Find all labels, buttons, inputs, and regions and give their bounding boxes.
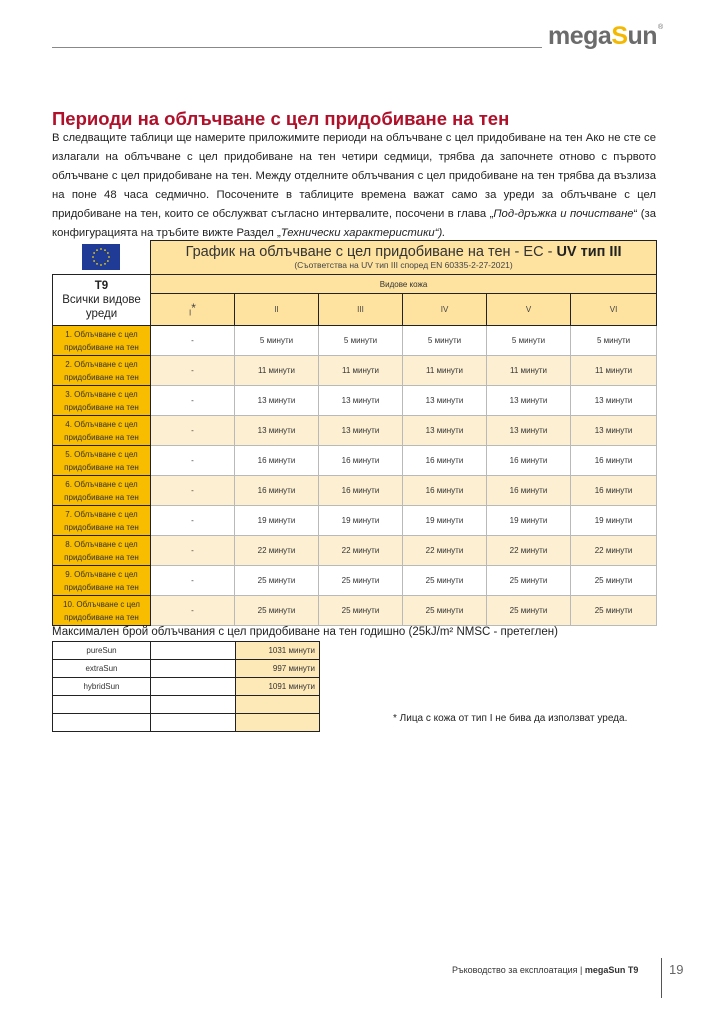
skin-type-header [151, 294, 235, 326]
schedule-title-cell [151, 241, 657, 275]
duration-cell: 19 минути [319, 506, 403, 536]
duration-cell: - [151, 476, 235, 506]
table-row [53, 506, 657, 536]
duration-cell: 16 минути [235, 476, 319, 506]
footnote: * Лица с кожа от тип I не бива да използват уреда. [393, 713, 628, 724]
duration-cell: 16 минути [319, 446, 403, 476]
model-name [53, 696, 151, 714]
tanning-schedule-table [52, 240, 657, 626]
duration-cell: 13 минути [235, 386, 319, 416]
duration-cell: 11 минути [487, 356, 571, 386]
skin-type-header: III [319, 294, 403, 326]
duration-cell: 13 минути [235, 416, 319, 446]
session-label: 2. Облъчване с цел придобиване на тен [53, 356, 151, 386]
duration-cell: - [151, 446, 235, 476]
duration-cell: 5 минути [571, 326, 657, 356]
max-minutes [236, 696, 320, 714]
duration-cell: 19 минути [487, 506, 571, 536]
session-label: 8. Облъчване с цел придобиване на тен [53, 536, 151, 566]
duration-cell: 16 минути [235, 446, 319, 476]
page-number: 19 [669, 962, 684, 977]
duration-cell: - [151, 326, 235, 356]
uv-type-label: UV тип III [556, 244, 622, 260]
footer-doc-title: Ръководство за експлоатация | [452, 965, 585, 975]
table-row [53, 356, 657, 386]
header-rule [52, 47, 542, 48]
table-row [53, 386, 657, 416]
session-label: 10. Облъчване с цел придобиване на тен [53, 596, 151, 626]
model-name: hybridSun [53, 678, 151, 696]
schedule-subtitle: (Съответства на UV тип III според EN 60335-2-27-2021) [294, 260, 513, 270]
duration-cell: 11 минути [403, 356, 487, 386]
device-label: T9 [94, 280, 109, 292]
device-sublabel: Всички видове уреди [62, 294, 141, 320]
skin-type-header: V [487, 294, 571, 326]
schedule-title-prefix: График на облъчване с цел придобиване на тен - ЕС - [185, 244, 557, 260]
model-name [53, 714, 151, 732]
duration-cell: 25 минути [235, 566, 319, 596]
duration-cell: 22 минути [319, 536, 403, 566]
duration-cell: 13 минути [487, 416, 571, 446]
empty-cell [151, 660, 236, 678]
duration-cell: 25 минути [571, 566, 657, 596]
duration-cell: 5 минути [403, 326, 487, 356]
registered-mark: ® [658, 24, 663, 31]
duration-cell: 16 минути [571, 446, 657, 476]
duration-cell: 25 минути [319, 596, 403, 626]
duration-cell: 25 минути [403, 596, 487, 626]
session-label: 4. Облъчване с цел придобиване на тен [53, 416, 151, 446]
duration-cell: 22 минути [403, 536, 487, 566]
table-row [53, 642, 320, 660]
duration-cell: - [151, 356, 235, 386]
session-label: 5. Облъчване с цел придобиване на тен [53, 446, 151, 476]
duration-cell: 16 минути [487, 446, 571, 476]
schedule-title [151, 244, 656, 260]
skin-type-header: IV [403, 294, 487, 326]
table-row [53, 476, 657, 506]
duration-cell: - [151, 416, 235, 446]
duration-cell: - [151, 536, 235, 566]
max-sessions-table [52, 641, 320, 732]
max-minutes: 1091 минути [236, 678, 320, 696]
duration-cell: 22 минути [571, 536, 657, 566]
logo-suffix: un [627, 22, 658, 50]
table-row [53, 696, 320, 714]
duration-cell: - [151, 566, 235, 596]
eu-flag-icon [82, 244, 120, 270]
duration-cell: 13 минути [319, 386, 403, 416]
table-row [53, 714, 320, 732]
duration-cell: 13 минути [571, 386, 657, 416]
duration-cell: 16 минути [571, 476, 657, 506]
page-title: Периоди на облъчване с цел придобиване на тен [52, 108, 510, 129]
footer-text [452, 965, 638, 975]
duration-cell: 22 минути [235, 536, 319, 566]
duration-cell: 5 минути [319, 326, 403, 356]
footer-divider [661, 958, 662, 998]
duration-cell: 16 минути [403, 446, 487, 476]
session-label: 7. Облъчване с цел придобиване на тен [53, 506, 151, 536]
skin-type-header: II [235, 294, 319, 326]
duration-cell: 19 минути [571, 506, 657, 536]
footer-product: megaSun T9 [584, 965, 639, 975]
table-row [53, 678, 320, 696]
section-reference: Технически характеристики“). [280, 227, 446, 240]
duration-cell: 25 минути [487, 596, 571, 626]
duration-cell: 16 минути [319, 476, 403, 506]
duration-cell: 13 минути [403, 416, 487, 446]
empty-cell [151, 678, 236, 696]
megasun-logo [548, 22, 663, 51]
max-minutes: 1031 минути [236, 642, 320, 660]
max-sessions-caption: Максимален брой облъчвания с цел придобиване на тен годишно (25kJ/m² NMSC - претеглен) [52, 626, 558, 638]
model-name: extraSun [53, 660, 151, 678]
device-cell [53, 275, 151, 326]
empty-cell [151, 642, 236, 660]
duration-cell: 13 минути [571, 416, 657, 446]
duration-cell: - [151, 596, 235, 626]
max-minutes [236, 714, 320, 732]
intro-text-1: В следващите таблици ще намерите приложимите периоди на облъчване с цел придобиване на тен Ако не сте се излагали на облъчване с цел придобиване на тен четири седмици, трябва да започнете отново с първото облъчване с цел придобиване на тен. Между отделните облъчвания с цел придобиване на тен трябва да възлиза на поне 48 часа седмично. Посочените в таблиците времена важат само за уреди за облъчване с цел придобиване на тен, които се обслужват съгласно интервалите, посочени в глава „ [52, 132, 656, 221]
duration-cell: 5 минути [487, 326, 571, 356]
flag-cell [53, 241, 151, 275]
duration-cell: 11 минути [319, 356, 403, 386]
duration-cell: 16 минути [403, 476, 487, 506]
table-row [53, 326, 657, 356]
duration-cell: 19 минути [235, 506, 319, 536]
duration-cell: 22 минути [487, 536, 571, 566]
logo-accent: S [611, 22, 628, 50]
skin-type-header: VI [571, 294, 657, 326]
duration-cell: 19 минути [403, 506, 487, 536]
duration-cell: - [151, 506, 235, 536]
session-label: 6. Облъчване с цел придобиване на тен [53, 476, 151, 506]
session-label: 1. Облъчване с цел придобиване на тен [53, 326, 151, 356]
duration-cell: 16 минути [487, 476, 571, 506]
asterisk-mark: * [191, 301, 196, 316]
duration-cell: 13 минути [487, 386, 571, 416]
intro-paragraph [52, 129, 656, 244]
duration-cell: 5 минути [235, 326, 319, 356]
session-label: 3. Облъчване с цел придобиване на тен [53, 386, 151, 416]
model-name: pureSun [53, 642, 151, 660]
skin-type-label: I [189, 308, 192, 318]
duration-cell: 13 минути [403, 386, 487, 416]
logo-prefix: mega [548, 22, 612, 50]
duration-cell: 25 минути [571, 596, 657, 626]
table-row [53, 596, 657, 626]
duration-cell: 25 минути [403, 566, 487, 596]
max-minutes: 997 минути [236, 660, 320, 678]
duration-cell: - [151, 386, 235, 416]
empty-cell [151, 714, 236, 732]
table-row [53, 660, 320, 678]
session-label: 9. Облъчване с цел придобиване на тен [53, 566, 151, 596]
duration-cell: 11 минути [571, 356, 657, 386]
duration-cell: 13 минути [319, 416, 403, 446]
skin-types-header: Видове кожа [151, 275, 657, 294]
duration-cell: 25 минути [319, 566, 403, 596]
intro-text-2: “ (за конфигурацията на тръбите вижте Раздел „ [52, 208, 656, 240]
table-row [53, 416, 657, 446]
table-row [53, 446, 657, 476]
duration-cell: 11 минути [235, 356, 319, 386]
empty-cell [151, 696, 236, 714]
duration-cell: 25 минути [235, 596, 319, 626]
duration-cell: 25 минути [487, 566, 571, 596]
chapter-reference: Под-дръжка и почистване [493, 208, 634, 221]
table-row [53, 536, 657, 566]
table-row [53, 566, 657, 596]
